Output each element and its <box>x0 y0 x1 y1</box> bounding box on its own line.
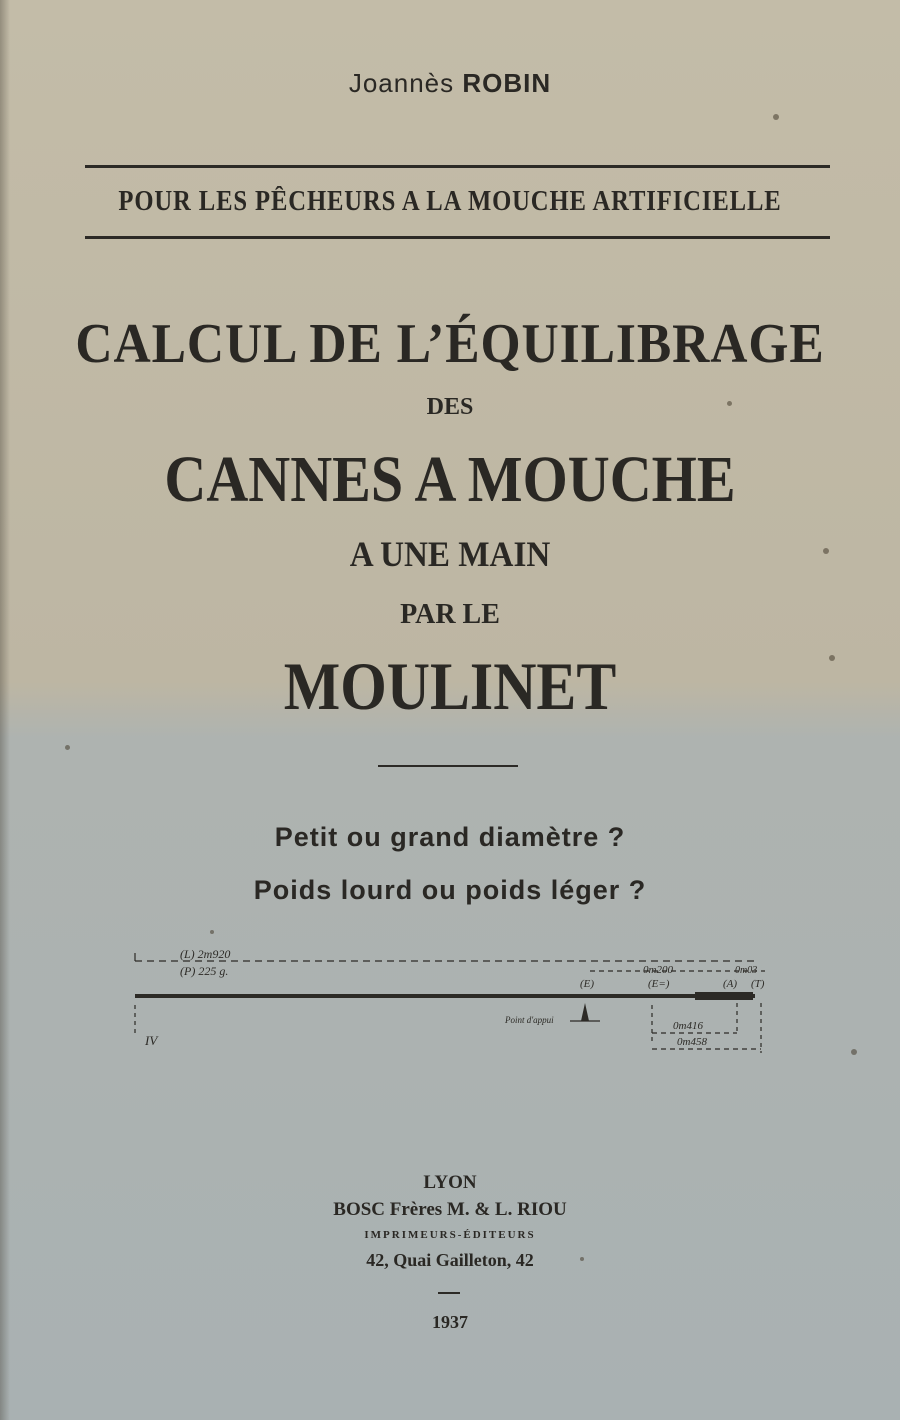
title-divider <box>378 765 518 767</box>
dim-end-label: 0m03 <box>735 965 758 976</box>
question-1: Petit ou grand diamètre ? <box>274 822 626 852</box>
imprint-publisher: BOSC Frères M. & L. RIOU <box>333 1199 567 1220</box>
dim-mid-label: 0m416 <box>673 1020 703 1032</box>
foxing-spot <box>210 930 214 934</box>
foxing-spot <box>829 655 835 661</box>
t-label: (T) <box>751 978 765 990</box>
fulcrum-label: Point d'appui <box>505 1015 554 1025</box>
foxing-spot <box>823 548 829 554</box>
length-label: (L) 2m920 <box>180 947 231 961</box>
subtitle-rule <box>85 236 830 239</box>
dim-bottom-label: 0m458 <box>677 1036 707 1048</box>
foxing-spot <box>727 401 732 406</box>
rod-line <box>135 994 755 998</box>
title-line-2: DES <box>426 394 474 420</box>
title-line-4: A UNE MAIN <box>349 534 551 574</box>
numeral-label: IV <box>145 1033 158 1048</box>
question-2: Poids lourd ou poids léger ? <box>253 875 647 905</box>
title-line-3: CANNES A MOUCHE <box>164 443 736 516</box>
rod-handle <box>695 992 753 1000</box>
top-rule <box>85 165 830 168</box>
e-label: (E) <box>580 978 595 990</box>
subtitle: POUR LES PÊCHEURS A LA MOUCHE ARTIFICIELLE <box>118 186 782 217</box>
foxing-spot <box>65 745 70 750</box>
rod-balance-diagram <box>125 945 785 1065</box>
weight-label: (P) 225 g. <box>180 964 229 978</box>
imprint-dash <box>438 1292 460 1294</box>
foxing-spot <box>851 1049 857 1055</box>
foxing-spot <box>773 114 779 120</box>
imprint-role: IMPRIMEURS-ÉDITEURS <box>364 1229 536 1241</box>
imprint-year: 1937 <box>432 1312 468 1332</box>
title-line-1: CALCUL DE L’ÉQUILIBRAGE <box>75 313 825 375</box>
imprint-city: LYON <box>423 1172 477 1193</box>
imprint-address: 42, Quai Gailleton, 42 <box>366 1250 534 1270</box>
a-label: (A) <box>723 978 738 990</box>
author-first-name: Joannès <box>348 68 455 98</box>
author-last-name: ROBIN <box>462 68 552 98</box>
author-name <box>0 68 900 99</box>
title-line-6: MOULINET <box>283 648 617 724</box>
title-line-5: PAR LE <box>400 599 500 630</box>
foxing-spot <box>580 1257 584 1261</box>
em-label: (E=) <box>648 978 670 990</box>
dim-top-label: 0m200 <box>643 964 673 976</box>
fulcrum-mark <box>581 1003 589 1021</box>
